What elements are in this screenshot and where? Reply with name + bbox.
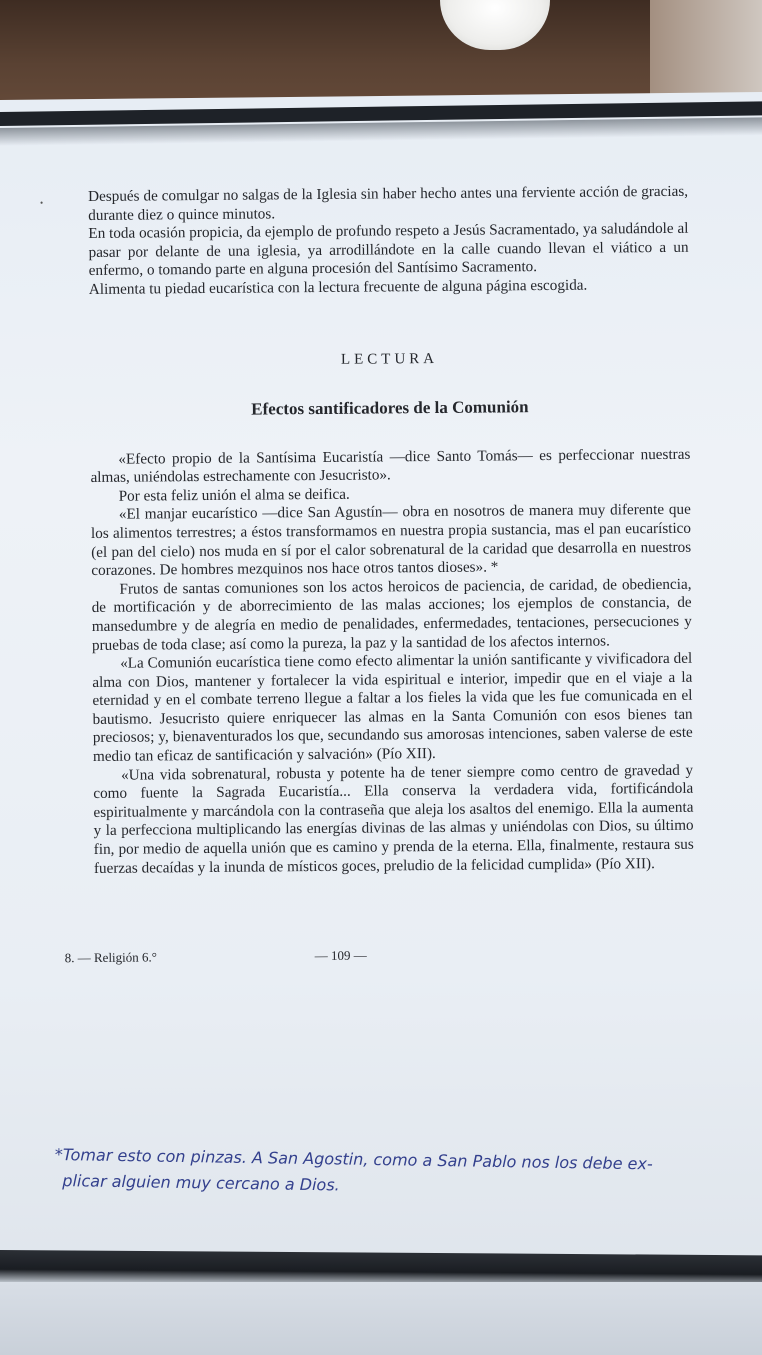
reading-body: [90, 445, 694, 878]
paper-speck: •: [40, 198, 44, 208]
paragraph-2: Por esta feliz unión el alma se deifica.: [118, 485, 350, 505]
intro-line-3: Alimenta tu piedad eucarística con la lectura frecuente de alguna página escogida.: [88, 276, 588, 298]
paragraph-6: «Una vida sobrenatural, robusta y potente ha de tener siempre como centro de gravedad y como fuente la Sagrada Eucaristía... Ella conserva la verdadera vida, fortificándola espiritualmente y marcándola con la contraseña que aleja los asaltos del enemigo. Ella la aumenta y la perfecciona multiplicando las energías divinas de las almas y uniéndolas con Dios, su último fin, por medio de aquella unión que es camino y prenda de la eterna. Ella, finalmente, restaura sus fuerzas decaídas y la inunda de místicos goces, preludio de la felicidad cumplida» (Pío XII).: [93, 761, 694, 877]
footer-book-label: 8. — Religión 6.°: [64, 949, 158, 966]
intro-line-1: Después de comulgar no salgas de la Iglesia sin haber hecho antes una ferviente acción de gracias, durante diez o quince minutos.: [88, 182, 689, 224]
reading-title: Efectos santificadores de la Comunión: [251, 396, 529, 419]
handwritten-line-2: plicar alguien muy cercano a Dios.: [62, 1171, 340, 1195]
intro-block: [88, 183, 689, 300]
intro-line-2: En toda ocasión propicia, da ejemplo de profundo respeto a Jesús Sacramentado, ya saludándole al pasar por delante de una iglesia, ya arrodillándote en la calle cuando llevan el viático a un enfermo, o tomando parte en alguna procesión del Santísimo Sacramento.: [88, 219, 689, 280]
paragraph-5: «La Comunión eucarística tiene como efecto alimentar la unión santificante y vivificadora del alma con Dios, mantener y fortalecer la vida espiritual e interior, impedir que en el viaje a la eternidad y en el combate terreno llegue a faltar a los fieles la vida que les fue comunicada en el bautismo. Jesucristo quiere enriquecer las almas en la Santa Comunión con esos bienes tan preciosos; y, bienaventurados los que, secundando sus amorosas intenciones, saben valerse de este medio tan eficaz de santificación y salvación» (Pío XII).: [92, 649, 693, 766]
paragraph-3: «El manjar eucarístico —dice San Agustín— obra en nosotros de manera muy diferente que los alimentos terrestres; a éstos transformamos en nuestra propia sustancia, mas el pan eucarístico (el pan del cielo) nos muda en sí por el calor sobrenatural de la caridad que desarrolla en nuestros corazones. De hombres mezquinos nos hace otros tantos dioses». *: [90, 501, 692, 580]
handwritten-note: [54, 1142, 755, 1205]
section-heading: LECTURA: [340, 350, 439, 368]
page-number: — 109 —: [314, 947, 367, 964]
handwritten-line-1: *Tomar esto con pinzas. A San Agostin, como a San Pablo nos los debe ex-: [54, 1144, 653, 1174]
paragraph-4: Frutos de santas comuniones son los actos heroicos de paciencia, de caridad, de obediencia, de mortificación y de aborrecimiento de las malas acciones; los ejemplos de constancia, de mansedumbre y de alegría en medio de penalidades, enfermedades, tentaciones, persecuciones y pruebas de toda clase; así como la pureza, la paz y la santidad de los afectos internos.: [91, 575, 692, 654]
next-page-sheet: [0, 1282, 762, 1355]
page-footer: [65, 947, 425, 966]
paragraph-1: «Efecto propio de la Santísima Eucaristía —dice Santo Tomás— es perfeccionar nuestras almas, uniéndolas estrechamente con Jesucristo».: [90, 445, 691, 487]
printed-content: [64, 182, 695, 966]
